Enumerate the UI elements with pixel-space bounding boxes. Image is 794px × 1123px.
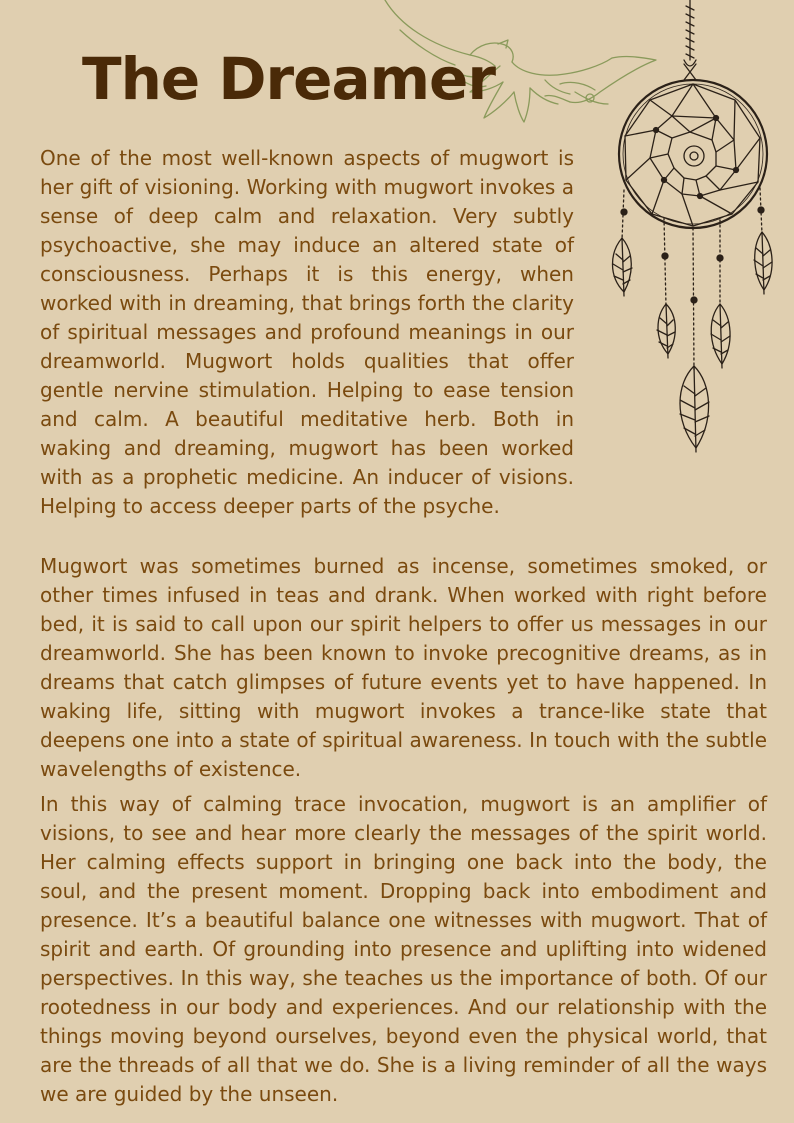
feather-center [680,366,709,452]
feather-mid-right [711,304,730,368]
paragraph-incense: Mugwort was sometimes burned as incense, sometimes smoked, or other times infused in teas and drank. When worked with right before bed, it is said to call upon our spirit helpers to offer us messages in our dreamworld. She has been known to invoke precognitive dreams, as in dreams that catch glimpses of future events yet to have happened. In waking life, sitting with mugwort invokes a trance-like state that deepens one into a state of spiritual awareness. In touch with the subtle wavelengths of existence. [40,554,767,781]
dreamcatcher-icon [613,0,773,452]
feather-mid-left [657,304,675,358]
feather-right [754,232,772,294]
paragraph-visioning: One of the most well-known aspects of mugwort is her gift of visioning. Working with mugwort invokes a sense of deep calm and relaxation. Very subtly psychoactive, she may induce an altered state of consciousness. Perhaps it is this energy, when worked with in dreaming, that brings forth the clarity of spiritual messages and profound meanings in our dreamworld. Mugwort holds qualities that offer gentle nervine stimulation. Helping to ease tension and calm. A beautiful meditative herb. Both in waking and dreaming, mugwort has been worked with as a prophetic medicine. An inducer of visions. Helping to access deeper parts of the psyche. [40,146,574,518]
page-title: The Dreamer [82,45,495,113]
feather-left [613,238,633,296]
paragraph-invocation: In this way of calming trace invocation, mugwort is an amplifier of visions, to see and hear more clearly the messages of the spirit world. Her calming effects support in bringing one back into the body, the soul, and the present moment. Dropping back into embodiment and presence. It’s a beautiful balance one witnesses with mugwort. That of spirit and earth. Of grounding into presence and uplifting into widened perspectives. In this way, she teaches us the importance of both. Of our rootedness in our body and experiences. And our relationship with the things moving beyond ourselves, beyond even the physical world, that are the threads of all that we do. She is a living reminder of all the ways we are guided by the unseen. [40,792,767,1106]
